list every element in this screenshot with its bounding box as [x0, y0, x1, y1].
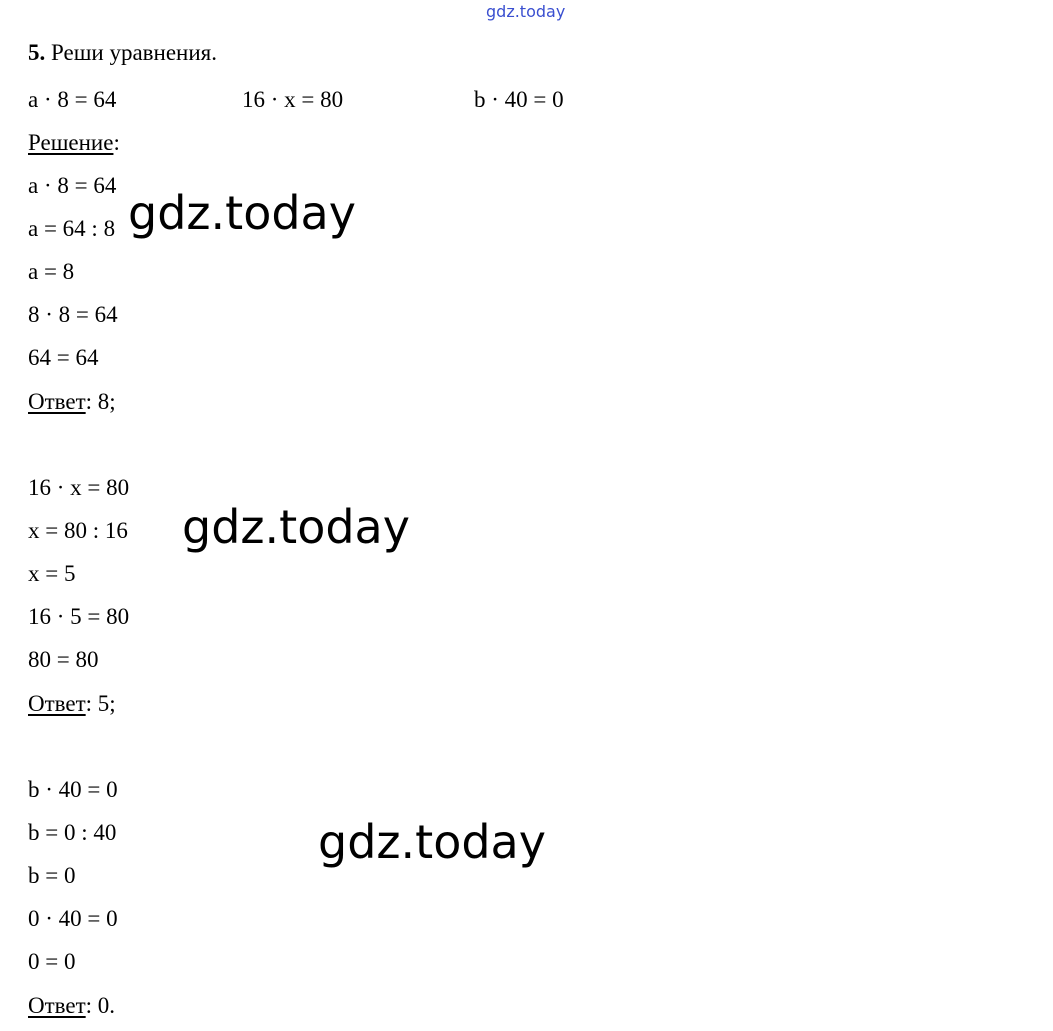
block2-answer [28, 691, 116, 717]
answer-value: : 8; [85, 389, 116, 414]
answer-label: Ответ [28, 389, 86, 414]
block2-line3: x = 5 [28, 561, 76, 586]
task-equation-1: a · 8 = 64 [28, 87, 117, 112]
task-heading [28, 40, 217, 66]
answer-label: Ответ [28, 993, 86, 1018]
block3-line1: b · 40 = 0 [28, 777, 118, 802]
block1-line5: 64 = 64 [28, 345, 99, 370]
answer-label: Ответ [28, 691, 86, 716]
block3-answer [28, 993, 115, 1019]
block2-line5: 80 = 80 [28, 647, 99, 672]
watermark-2: gdz.today [182, 500, 410, 554]
task-equation-2: 16 · x = 80 [242, 87, 344, 112]
solution-label-suffix: : [113, 130, 120, 155]
block1-line2: a = 64 : 8 [28, 216, 116, 241]
block3-line2: b = 0 : 40 [28, 820, 117, 845]
block1-answer [28, 389, 116, 415]
answer-value: : 0. [85, 993, 116, 1018]
block2-line2: x = 80 : 16 [28, 518, 128, 543]
answer-value: : 5; [85, 691, 116, 716]
block3-line3: b = 0 [28, 863, 76, 888]
watermark-top: gdz.today [486, 2, 566, 21]
block1-line1: a · 8 = 64 [28, 173, 117, 198]
watermark-1: gdz.today [128, 186, 356, 240]
block3-line5: 0 = 0 [28, 949, 76, 974]
block2-line4: 16 · 5 = 80 [28, 604, 130, 629]
solution-label: Решение [28, 130, 114, 155]
task-number: 5. [28, 40, 46, 65]
task-title: Реши уравнения. [51, 40, 217, 65]
block1-line4: 8 · 8 = 64 [28, 302, 118, 327]
solution-heading [28, 130, 120, 156]
watermark-3: gdz.today [318, 815, 546, 869]
task-equation-3: b · 40 = 0 [474, 87, 564, 112]
block2-line1: 16 · x = 80 [28, 475, 130, 500]
block3-line4: 0 · 40 = 0 [28, 906, 118, 931]
block1-line3: a = 8 [28, 259, 75, 284]
